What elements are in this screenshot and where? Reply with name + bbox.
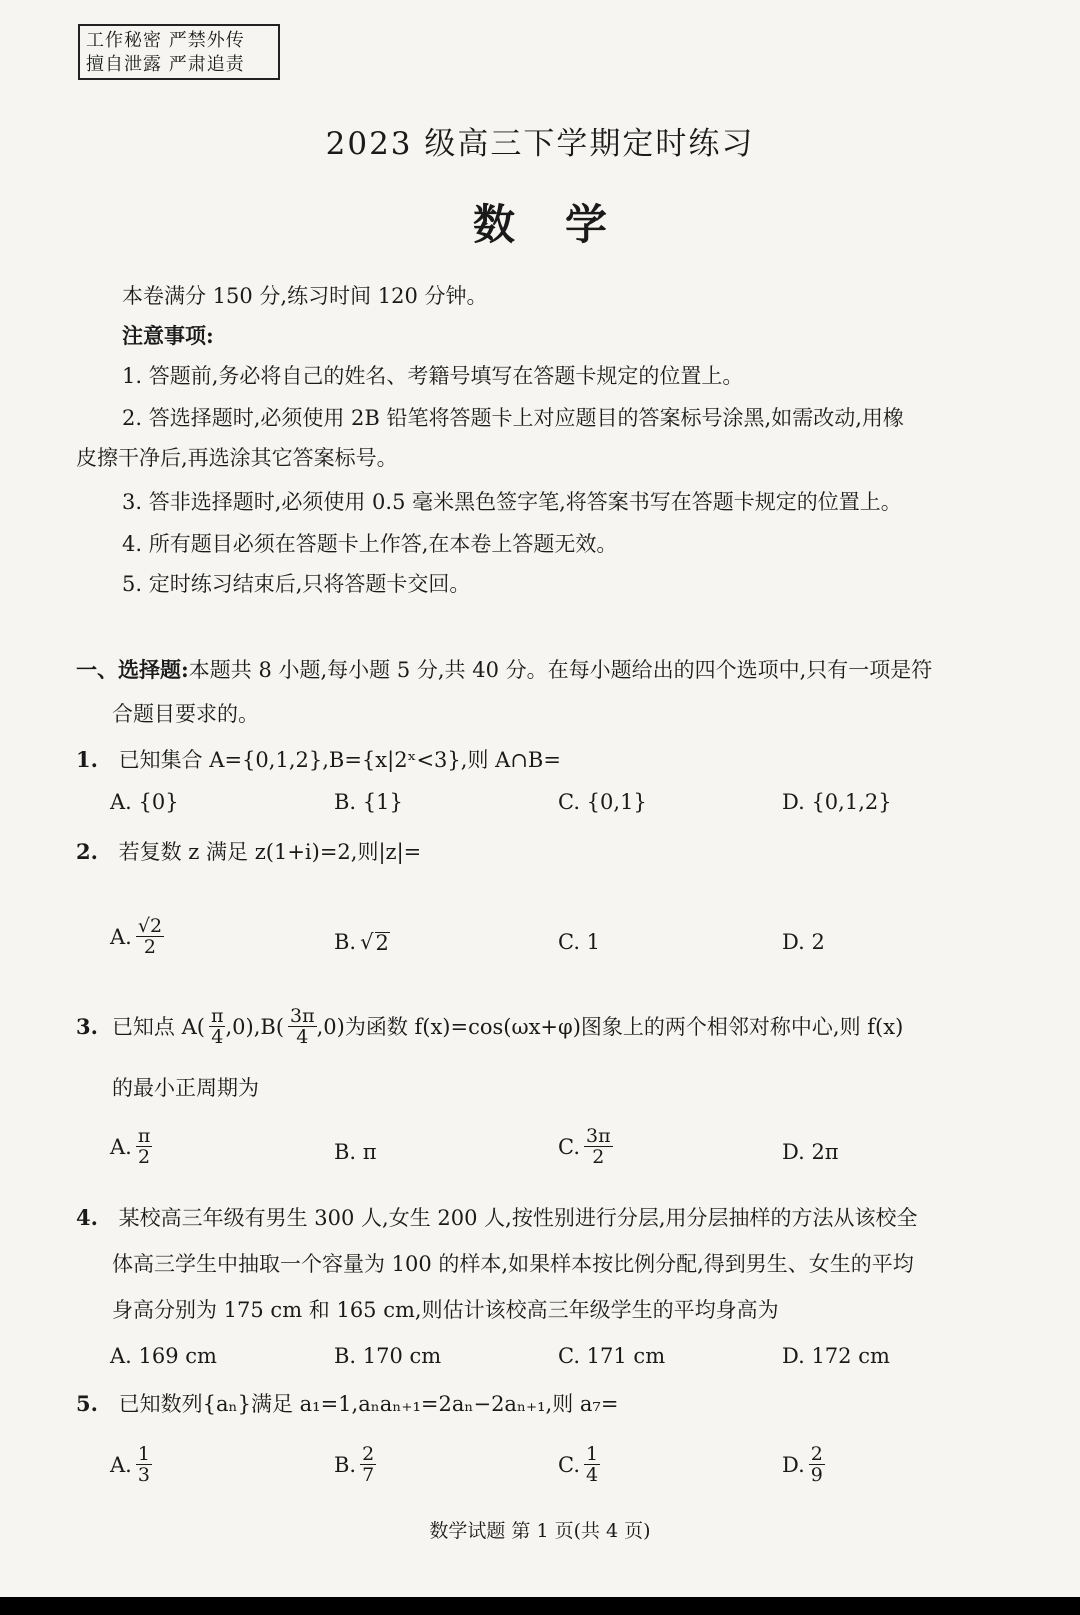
q2-option-b <box>334 930 390 954</box>
q5-option-c-den: 4 <box>586 1464 599 1486</box>
q3-stem-c: ,0)为函数 f(x)=cos(ωx+φ)图象上的两个相邻对称中心,则 f(x) <box>316 1014 904 1039</box>
q5-option-a-num: 1 <box>137 1443 150 1465</box>
q3-option-c-label: C. <box>558 1134 580 1159</box>
q1-stem: 已知集合 A={0,1,2},B={x|2ˣ<3},则 A∩B= <box>118 748 561 772</box>
stamp-line-1: 工作秘密 严禁外传 <box>86 30 245 51</box>
q3-f1-num: π <box>210 1005 224 1027</box>
q5-option-c-label: C. <box>558 1452 580 1477</box>
q5-option-b-fraction <box>360 1444 376 1485</box>
q3-fraction-2 <box>288 1006 317 1047</box>
confidential-stamp <box>78 24 280 80</box>
q2-option-a <box>110 916 164 957</box>
notice-3: 3. 答非选择题时,必须使用 0.5 毫米黑色签字笔,将答案书写在答题卡规定的位置上。 <box>122 490 902 514</box>
stamp-line-2: 擅自泄露 严肃追责 <box>86 54 245 75</box>
q4-line-1: 某校高三年级有男生 300 人,女生 200 人,按性别进行分层,用分层抽样的方法从该校全 <box>118 1206 918 1230</box>
intro-text: 本卷满分 150 分,练习时间 120 分钟。 <box>122 284 488 308</box>
q2-option-d: D. 2 <box>782 930 825 954</box>
subject-title: 数学 <box>472 200 657 249</box>
notice-2-cont: 皮擦干净后,再选涂其它答案标号。 <box>76 446 398 470</box>
q5-option-b <box>334 1444 376 1485</box>
notice-heading: 注意事项: <box>122 323 214 348</box>
q1-option-c: C. {0,1} <box>558 790 647 814</box>
section1-label: 一、选择题: <box>76 657 189 682</box>
q5-option-a-den: 3 <box>137 1464 150 1486</box>
q2-option-b-radicand: 2 <box>375 930 389 955</box>
section1-text: 本题共 8 小题,每小题 5 分,共 40 分。在每小题给出的四个选项中,只有一项是符 <box>188 658 933 682</box>
q5-option-a-fraction <box>136 1444 152 1485</box>
q3-option-c-fraction <box>584 1126 613 1167</box>
q3-stem-b: ,0),B( <box>225 1014 285 1039</box>
notice-4: 4. 所有题目必须在答题卡上作答,在本卷上答题无效。 <box>122 532 618 556</box>
question-2 <box>76 838 421 866</box>
q5-option-d-den: 9 <box>810 1464 823 1486</box>
q4-line-3: 身高分别为 175 cm 和 165 cm,则估计该校高三年级学生的平均身高为 <box>112 1298 779 1322</box>
q3-option-c-num: 3π <box>586 1125 611 1147</box>
q5-option-b-num: 2 <box>362 1443 375 1465</box>
q3-number: 3. <box>76 1013 98 1039</box>
q2-number: 2. <box>76 839 98 864</box>
question-1 <box>76 746 561 774</box>
q3-f1-den: 4 <box>211 1026 224 1048</box>
q5-option-c-num: 1 <box>586 1443 599 1465</box>
q1-number: 1. <box>76 747 98 772</box>
q5-stem: 已知数列{aₙ}满足 a₁=1,aₙaₙ₊₁=2aₙ−2aₙ₊₁,则 a₇= <box>118 1392 619 1416</box>
q5-option-c-fraction <box>584 1444 600 1485</box>
section1-heading <box>76 656 932 684</box>
sqrt-icon: √ <box>360 930 374 954</box>
q2-stem: 若复数 z 满足 z(1+i)=2,则|z|= <box>118 840 422 864</box>
q5-number: 5. <box>76 1391 98 1416</box>
question-5 <box>76 1390 618 1418</box>
q3-option-c <box>558 1126 613 1167</box>
exam-title: 2023 级高三下学期定时练习 <box>325 126 755 162</box>
question-4 <box>76 1204 918 1232</box>
page-footer: 数学试题 第 1 页(共 4 页) <box>429 1520 651 1542</box>
q3-stem-a: 已知点 A( <box>111 1014 205 1039</box>
q2-option-a-num: √2 <box>137 915 163 937</box>
section1-text-cont: 合题目要求的。 <box>112 702 259 726</box>
q3-option-a-den: 2 <box>138 1146 151 1168</box>
q3-option-a-num: π <box>137 1125 151 1147</box>
q3-option-a-fraction <box>136 1126 153 1167</box>
q5-option-d <box>782 1444 825 1485</box>
q5-option-a-label: A. <box>110 1452 132 1477</box>
q4-option-d: D. 172 cm <box>782 1344 890 1368</box>
q5-option-c <box>558 1444 600 1485</box>
q5-option-b-label: B. <box>334 1452 357 1477</box>
q4-option-b: B. 170 cm <box>334 1344 442 1368</box>
question-3 <box>76 1006 903 1047</box>
q3-stem-cont: 的最小正周期为 <box>112 1076 259 1100</box>
q5-option-a <box>110 1444 152 1485</box>
q3-option-d: D. 2π <box>782 1140 839 1164</box>
q1-option-b: B. {1} <box>334 790 403 814</box>
q4-option-a: A. 169 cm <box>110 1344 217 1368</box>
q4-option-c: C. 171 cm <box>558 1344 666 1368</box>
q2-option-c: C. 1 <box>558 930 601 954</box>
q5-option-b-den: 7 <box>362 1464 375 1486</box>
notice-2: 2. 答选择题时,必须使用 2B 铅笔将答题卡上对应题目的答案标号涂黑,如需改动,用橡 <box>122 406 904 430</box>
q3-option-a-label: A. <box>110 1134 132 1159</box>
q3-fraction-1 <box>209 1006 226 1047</box>
q4-line-2: 体高三学生中抽取一个容量为 100 的样本,如果样本按比例分配,得到男生、女生的平均 <box>112 1252 914 1276</box>
notice-5: 5. 定时练习结束后,只将答题卡交回。 <box>122 572 471 596</box>
q4-number: 4. <box>76 1205 98 1230</box>
q2-option-b-label: B. <box>334 930 357 954</box>
q2-option-a-label: A. <box>110 924 132 949</box>
q3-option-c-den: 2 <box>592 1146 605 1168</box>
q3-option-b: B. π <box>334 1140 377 1164</box>
q2-option-a-den: 2 <box>143 936 156 958</box>
q5-option-d-label: D. <box>782 1452 805 1477</box>
q1-option-a: A. {0} <box>110 790 179 814</box>
bottom-bar <box>0 1597 1080 1615</box>
q2-option-a-fraction <box>136 916 164 957</box>
q3-f2-den: 4 <box>296 1026 309 1048</box>
q3-option-a <box>110 1126 152 1167</box>
q5-option-d-num: 2 <box>810 1443 823 1465</box>
q5-option-d-fraction <box>809 1444 825 1485</box>
notice-1: 1. 答题前,务必将自己的姓名、考籍号填写在答题卡规定的位置上。 <box>122 364 744 388</box>
q1-option-d: D. {0,1,2} <box>782 790 892 814</box>
q3-f2-num: 3π <box>290 1005 315 1027</box>
